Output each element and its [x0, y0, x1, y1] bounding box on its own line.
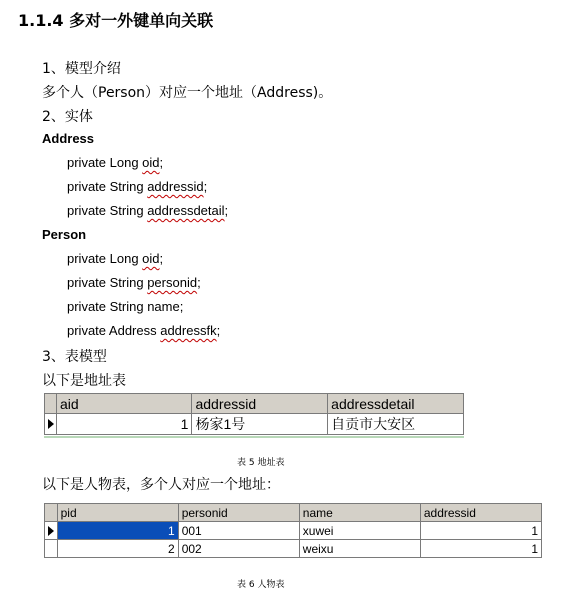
person-field: private String name; [67, 299, 184, 314]
table-cell[interactable]: 1 [420, 540, 541, 558]
column-header[interactable]: name [299, 504, 420, 522]
table-cell[interactable]: 杨家1号 [192, 414, 328, 435]
person-table [44, 503, 542, 558]
table-cell-selected[interactable]: 1 [57, 522, 178, 540]
table-cell[interactable]: xuwei [299, 522, 420, 540]
column-header[interactable]: pid [57, 504, 178, 522]
current-row-arrow-icon [48, 419, 54, 429]
table-row[interactable] [45, 540, 542, 558]
column-header[interactable]: aid [56, 394, 192, 414]
table-bottom-line [44, 436, 464, 438]
row-selector-header [45, 394, 57, 414]
table-row[interactable] [45, 522, 542, 540]
subsection-table-model: 3、表模型 [42, 349, 107, 365]
subsection-model-intro: 1、模型介绍 [42, 61, 121, 77]
address-table-caption: 表 5 地址表 [237, 458, 285, 468]
address-field: private String addressdetail; [67, 203, 229, 218]
address-field: private Long oid; [67, 155, 164, 170]
column-header[interactable]: personid [178, 504, 299, 522]
column-header[interactable]: addressdetail [328, 394, 464, 414]
table-cell[interactable]: 自贡市大安区 [328, 414, 464, 435]
model-description: 多个人（Person）对应一个地址（Address)。 [42, 85, 333, 101]
table-row[interactable] [45, 414, 464, 435]
person-field: private Address addressfk; [67, 323, 221, 338]
person-table-caption: 表 6 人物表 [237, 580, 285, 590]
column-header[interactable]: addressid [420, 504, 541, 522]
table-cell[interactable]: weixu [299, 540, 420, 558]
table-header-row [45, 504, 542, 522]
row-selector[interactable] [45, 414, 57, 435]
table-cell[interactable]: 001 [178, 522, 299, 540]
person-class-name: Person [42, 227, 87, 242]
table-cell[interactable]: 1 [420, 522, 541, 540]
address-class-name: Address [42, 131, 95, 146]
section-heading: 1.1.4 多对一外键单向关联 [18, 11, 214, 30]
table-cell[interactable]: 1 [56, 414, 192, 435]
table-cell[interactable]: 002 [178, 540, 299, 558]
person-field: private String personid; [67, 275, 201, 290]
table-header-row [45, 394, 464, 414]
address-table [44, 393, 464, 435]
table-cell[interactable]: 2 [57, 540, 178, 558]
address-field: private String addressid; [67, 179, 208, 194]
person-table-intro: 以下是人物表，多个人对应一个地址： [42, 477, 280, 493]
person-field: private Long oid; [67, 251, 164, 266]
address-table-intro: 以下是地址表 [42, 373, 126, 389]
current-row-arrow-icon [48, 526, 54, 536]
row-selector-header [45, 504, 58, 522]
column-header[interactable]: addressid [192, 394, 328, 414]
subsection-entities: 2、实体 [42, 109, 93, 125]
row-selector[interactable] [45, 540, 58, 558]
row-selector[interactable] [45, 522, 58, 540]
